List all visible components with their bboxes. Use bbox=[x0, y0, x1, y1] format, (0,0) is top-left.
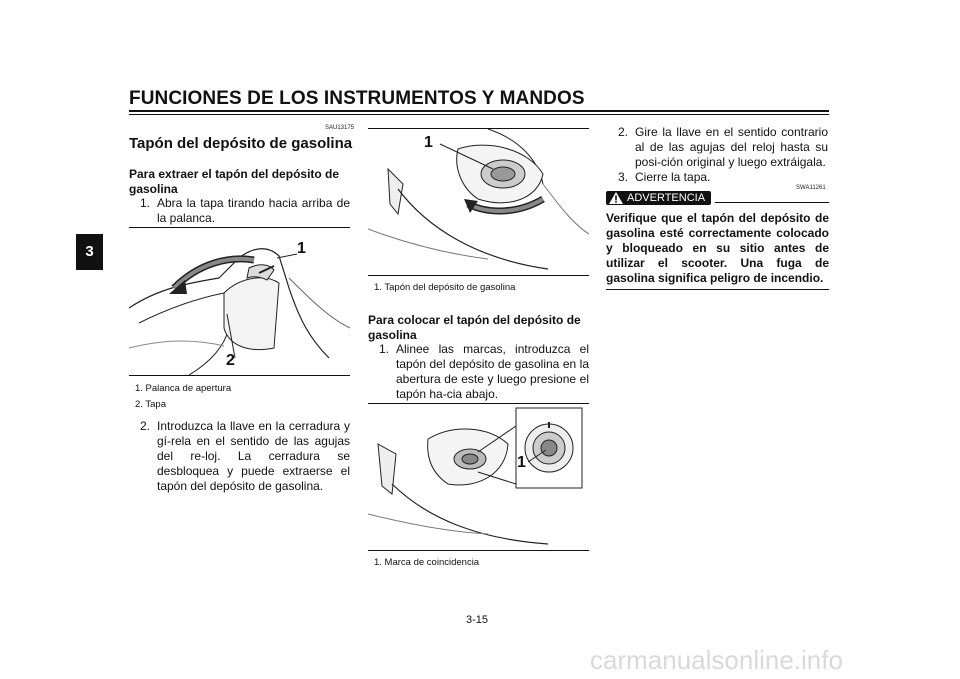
install-step3-number: 3. bbox=[618, 170, 629, 184]
install-step1-number: 1. bbox=[379, 342, 390, 356]
figure-alignment-marks-illustration bbox=[368, 404, 589, 550]
chapter-tab-number: 3 bbox=[85, 243, 94, 260]
figure-fuel-cap bbox=[368, 128, 589, 276]
figure3-callout-1: 1 bbox=[517, 454, 526, 471]
warning-code: SWA11261 bbox=[796, 185, 826, 191]
figure1-callout-1: 1 bbox=[297, 240, 306, 257]
install-step2-text: Gire la llave en el sentido contrario al de las agujas del reloj hasta su posi-ción original y luego extráigala. bbox=[635, 125, 828, 169]
install-step2-number: 2. bbox=[618, 125, 629, 139]
caption-opening-lever: 1. Palanca de apertura bbox=[135, 383, 232, 394]
remove-cap-subheading: Para extraer el tapón del depósito de gasolina bbox=[129, 167, 340, 196]
figure2-callout-1: 1 bbox=[424, 134, 433, 151]
remove-step2-text: Introduzca la llave en la cerradura y gí-rela en el sentido de las agujas del re-loj. La cerradura se desbloquea y puede extraerse el tapón del depósito de gasolina. bbox=[157, 419, 350, 493]
install-step3-text: Cierre la tapa. bbox=[635, 170, 711, 184]
header-rule-thin bbox=[129, 114, 829, 115]
figure1-callout-2: 2 bbox=[226, 352, 235, 369]
install-step1-text: Alinee las marcas, introduzca el tapón del depósito de gasolina en la abertura de este y luego presione el tapón ha-cia abajo. bbox=[396, 342, 589, 401]
figure-opening-lever bbox=[129, 227, 350, 376]
figure-fuel-cap-illustration bbox=[368, 129, 589, 275]
warning-text: Verifique que el tapón del depósito de gasolina esté correctamente colocado y bloqueado en su sitio antes de utilizar el scooter. Una fuga de gasolina significa peligro de incendio. bbox=[606, 211, 829, 285]
caption-alignment-mark: 1. Marca de coincidencia bbox=[374, 557, 480, 568]
page-number: 3-15 bbox=[466, 614, 489, 626]
warning-badge bbox=[606, 191, 711, 205]
watermark: carmanualsonline.info bbox=[590, 645, 843, 675]
header-rule bbox=[129, 110, 829, 112]
warning-label: ADVERTENCIA bbox=[627, 192, 706, 204]
caption-fuel-cap: 1. Tapón del depósito de gasolina bbox=[374, 282, 516, 293]
warning-box bbox=[606, 191, 829, 286]
remove-step1-number: 1. bbox=[140, 196, 151, 210]
figure-opening-lever-illustration bbox=[129, 228, 350, 375]
caption-cover: 2. Tapa bbox=[135, 399, 166, 410]
warning-rule bbox=[715, 202, 829, 203]
section-title: Tapón del depósito de gasolina bbox=[129, 135, 353, 152]
figure-alignment-marks bbox=[368, 403, 589, 551]
remove-step1-text: Abra la tapa tirando hacia arriba de la palanca. bbox=[157, 196, 350, 225]
remove-step2-number: 2. bbox=[140, 419, 151, 433]
install-cap-subheading: Para colocar el tapón del depósito de gasolina bbox=[368, 313, 581, 342]
chapter-tab[interactable] bbox=[76, 234, 103, 270]
warning-icon bbox=[609, 192, 623, 204]
warning-bottom-rule bbox=[606, 289, 829, 290]
section-code: SAU13175 bbox=[325, 125, 355, 131]
page-header-title: FUNCIONES DE LOS INSTRUMENTOS Y MANDOS bbox=[129, 88, 585, 109]
